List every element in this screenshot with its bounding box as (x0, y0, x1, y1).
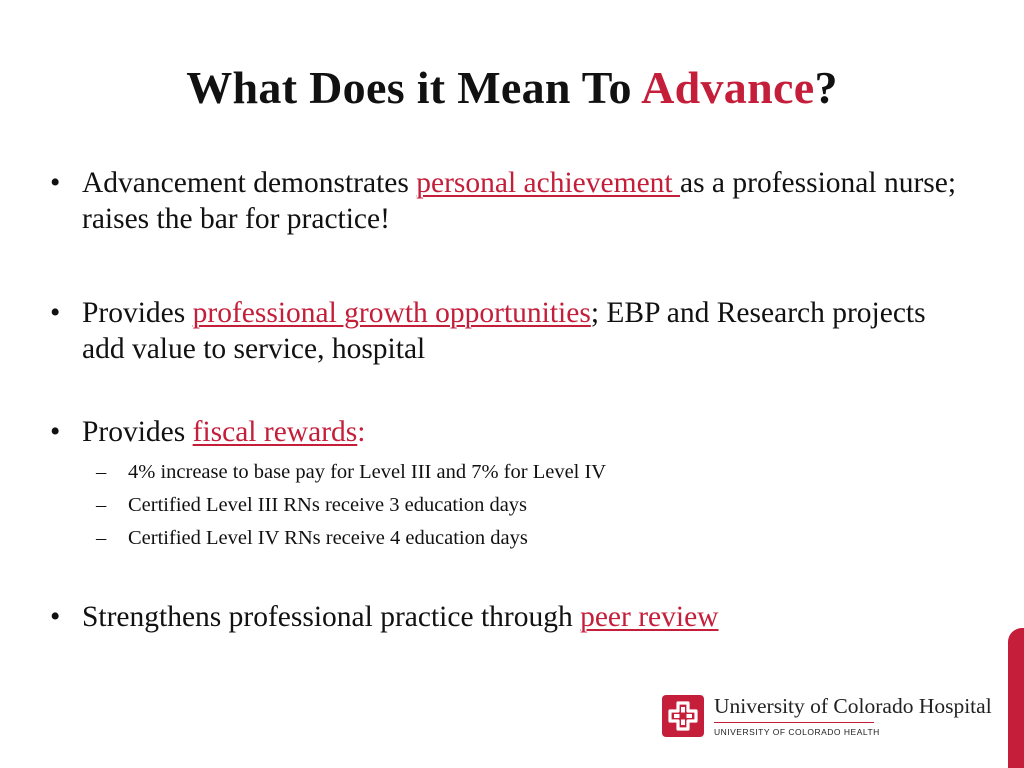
bullet-item (50, 599, 960, 635)
bullet-link[interactable]: peer review (580, 601, 719, 633)
decorative-side-bar (1008, 628, 1024, 768)
slide-title (0, 58, 1024, 118)
logo-name: University of Colorado Hospital (714, 694, 992, 718)
title-end: ? (814, 62, 838, 113)
bullet-item (50, 165, 960, 237)
bullet-text: Advancement demonstrates (82, 167, 417, 199)
bullet-link[interactable]: personal achievement (416, 167, 680, 199)
sub-bullet-list (82, 456, 960, 555)
bullet-item (50, 295, 960, 367)
title-accent: Advance (641, 62, 815, 113)
sub-bullet-item: – Certified Level III RNs receive 3 education days (82, 489, 960, 522)
bullet-link[interactable]: professional growth opportunities (192, 297, 591, 329)
bullet-text: as a professional nurse; raises the bar for practice! (82, 167, 957, 235)
logo-subtitle: UNIVERSITY OF COLORADO HEALTH (714, 727, 880, 737)
bullet-text: Strengthens professional practice through (82, 601, 581, 633)
bullet-text: : (357, 416, 366, 448)
title-main: What Does it Mean To (186, 62, 642, 113)
bullet-text: Provides (82, 297, 193, 329)
bullet-item (50, 414, 960, 555)
bullet-text: ; EBP and Research projects add value to service, hospital (82, 297, 926, 365)
bullet-link[interactable]: fiscal rewards (192, 416, 358, 448)
logo-divider (714, 722, 874, 723)
bullet-list (50, 165, 960, 635)
hospital-logo (662, 692, 1002, 742)
bullet-text: Provides (82, 416, 193, 448)
sub-bullet-item: – Certified Level IV RNs receive 4 education days (82, 522, 960, 555)
cross-logo-icon (662, 695, 704, 737)
sub-bullet-item: – 4% increase to base pay for Level III and 7% for Level IV (82, 456, 960, 489)
